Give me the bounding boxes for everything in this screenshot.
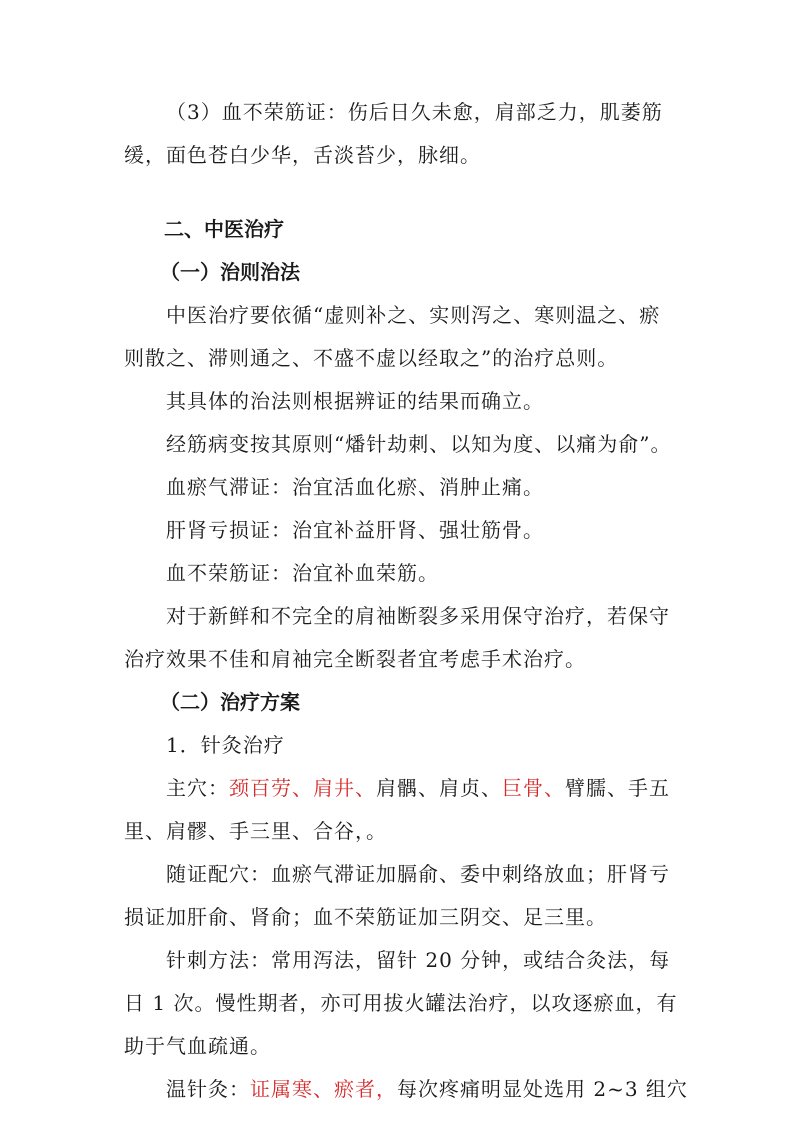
main-points-highlight-1: 颈百劳、肩井、: [229, 776, 376, 800]
paragraph-principles-line1: 中医治疗要依循“虚则补之、实则泻之、寒则温之、瘀: [166, 303, 661, 327]
paragraph-needling-method-line1: 针刺方法：常用泻法，留针 20 分钟，或结合灸法，每: [166, 948, 671, 972]
paragraph-needling-method-line3: 助于气血疏通。: [124, 1034, 271, 1058]
paragraph-needling-method-line2: 日 1 次。慢性期者，亦可用拔火罐法治疗，以攻逐瘀血，有: [124, 991, 678, 1015]
warm-needle-end: 每次疼痛明显处选用 2~3 组穴: [397, 1077, 688, 1101]
paragraph-liver-kidney: 肝肾亏损证：治宜补益肝肾、强壮筋骨。: [166, 518, 544, 542]
main-points-prefix: 主穴：: [166, 776, 229, 800]
main-points-end: 臂臑、手五: [565, 776, 670, 800]
paragraph-specific-method: 其具体的治法则根据辨证的结果而确立。: [166, 389, 544, 413]
paragraph-jingjin-principle: 经筋病变按其原则“燔针劫刺、以知为度、以痛为俞”。: [166, 432, 672, 456]
subheading-treatment-plan: （二）治疗方案: [160, 690, 300, 714]
warm-needle-highlight: 证属寒、瘀者，: [250, 1077, 397, 1101]
subheading-principles: （一）治则治法: [160, 260, 300, 284]
paragraph-matching-points-line2: 损证加肝俞、肾俞；血不荣筋证加三阴交、足三里。: [124, 905, 607, 929]
paragraph-conservative-line1: 对于新鲜和不完全的肩袖断裂多采用保守治疗，若保守: [166, 604, 670, 628]
paragraph-main-points-line2: 里、肩髎、手三里、合谷，。: [124, 819, 387, 843]
section-heading-tcm-treatment: 二、中医治疗: [164, 217, 284, 241]
main-points-highlight-2: 巨骨、: [502, 776, 565, 800]
paragraph-principles-line2: 则散之、滞则通之、不盛不虚以经取之”的治疗总则。: [124, 346, 619, 370]
paragraph-syndrome-3-line1: （3）血不荣筋证：伤后日久未愈，肩部乏力，肌萎筋: [166, 100, 663, 124]
paragraph-matching-points-line1: 随证配穴：血瘀气滞证加膈俞、委中刺络放血；肝肾亏: [166, 862, 670, 886]
paragraph-syndrome-3-line2: 缓，面色苍白少华，舌淡苔少，脉细。: [124, 143, 481, 167]
main-points-mid: 肩髃、肩贞、: [376, 776, 502, 800]
paragraph-acupuncture-title: 1．针灸治疗: [166, 733, 285, 757]
paragraph-conservative-line2: 治疗效果不佳和肩袖完全断裂者宜考虑手术治疗。: [124, 647, 586, 671]
paragraph-blood-stasis: 血瘀气滞证：治宜活血化瘀、消肿止痛。: [166, 475, 544, 499]
paragraph-main-points-line1: [124, 766, 680, 810]
paragraph-warm-needle: [124, 1067, 688, 1111]
warm-needle-prefix: 温针灸：: [166, 1077, 250, 1101]
paragraph-blood-deficiency: 血不荣筋证：治宜补血荣筋。: [166, 561, 439, 585]
